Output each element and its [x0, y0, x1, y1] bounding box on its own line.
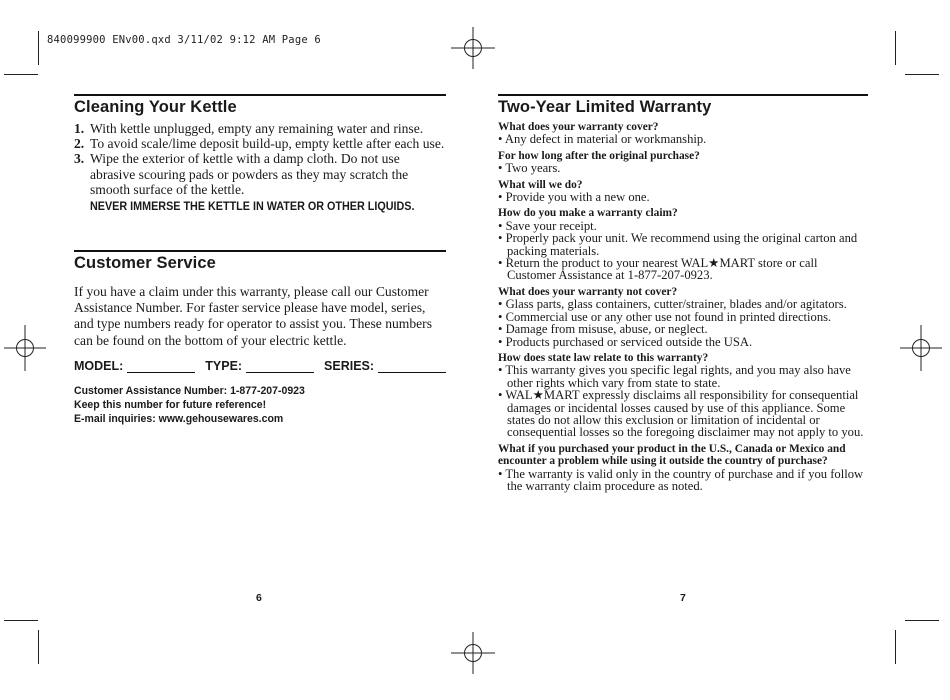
warranty-answer-list: [498, 298, 868, 348]
warranty-body: [498, 121, 868, 492]
warranty-question: What does your warranty not cover?: [498, 285, 678, 298]
warranty-answer-item: [498, 364, 868, 389]
warranty-answer-item: [498, 133, 868, 145]
warranty-question: How do you make a warranty claim?: [498, 207, 678, 220]
service-body: If you have a claim under this warranty, please call our Customer Assistance Number. For faster service please have model, series, and type numbers ready for operator to assist you. These numbers can be found on the bottom of your electric kettle.: [74, 284, 433, 348]
warranty-answer-list: [498, 162, 868, 174]
registration-mark-top-icon: [447, 25, 499, 71]
type-blank: [246, 360, 314, 373]
bullet-icon: •: [498, 231, 506, 246]
cleaning-step: 3. Wipe the exterior of kettle with a damp cloth. Do not use abrasive scouring pads or powders as they may scratch the smooth surface of the kettle.: [74, 151, 409, 197]
warranty-answer-item: [498, 257, 868, 282]
page-number-left: 6: [256, 592, 262, 604]
series-blank: [378, 360, 446, 373]
cleaning-steps: [74, 121, 446, 197]
bullet-icon: •: [498, 466, 506, 481]
type-label: TYPE:: [205, 358, 243, 373]
bullet-icon: •: [498, 334, 506, 349]
warranty-answer-text: Provide you with a new one.: [505, 190, 650, 205]
warranty-answer-list: [498, 133, 868, 145]
warranty-answer-item: [498, 191, 868, 203]
immersion-warning: NEVER IMMERSE THE KETTLE IN WATER OR OTHER LIQUIDS.: [90, 200, 415, 214]
warranty-answer-text: Any defect in material or workmanship.: [504, 132, 707, 147]
warranty-answer-item: [498, 232, 868, 257]
warranty-question: What if you purchased your product in the U.S., Canada or Mexico and encounter a problem while using it outside the country of purchase?: [498, 442, 846, 468]
warranty-answer-text: Return the product to your nearest WAL★MART store or call Customer Assistance at 1-877-207-0923.: [505, 256, 818, 283]
print-slug: 840099900 ENv00.qxd 3/11/02 9:12 AM Page 6: [47, 34, 321, 46]
warranty-answer-text: Commercial use or any other use not found in printed directions.: [505, 309, 832, 324]
warranty-answer-list: [498, 364, 868, 438]
warranty-answer-list: [498, 468, 868, 493]
warranty-answer-text: This warranty gives you specific legal rights, and you may also have other rights which vary from state to state.: [505, 363, 851, 390]
warranty-answer-item: [498, 162, 868, 174]
cleaning-step: 1. With kettle unplugged, empty any remaining water and rinse.: [74, 121, 424, 136]
warranty-rule: [498, 94, 868, 96]
assist-number: Customer Assistance Number: 1-877-207-0923: [74, 384, 305, 397]
warranty-question: How does state law relate to this warranty?: [498, 351, 709, 364]
warranty-answer-list: [498, 220, 868, 282]
warranty-answer-item: [498, 468, 868, 493]
model-type-series-fields: [74, 359, 446, 373]
model-blank: [127, 360, 195, 373]
warranty-answer-text: Products purchased or serviced outside the USA.: [505, 334, 753, 349]
bullet-icon: •: [498, 190, 506, 205]
warranty-answer-text: Two years.: [505, 161, 561, 176]
warranty-answer-text: The warranty is valid only in the country of purchase and if you follow the warranty claim procedure as noted.: [505, 466, 864, 493]
registration-mark-left-icon: [2, 323, 48, 373]
warranty-answer-item: [498, 389, 868, 439]
series-label: SERIES:: [324, 358, 375, 373]
bullet-icon: •: [498, 256, 506, 271]
service-rule: [74, 250, 446, 252]
model-label: MODEL:: [74, 358, 124, 373]
cleaning-rule: [74, 94, 446, 96]
bullet-icon: •: [498, 132, 505, 147]
keep-note: Keep this number for future reference!: [74, 398, 267, 411]
service-title: Customer Service: [74, 254, 216, 273]
warranty-answer-text: WAL★MART expressly disclaims all responsibility for consequential damages or incidental losses caused by use of this appliance. Some states do not allow this exclusion or limitation of incidental or consequential losses so the foregoing disclaimer may not apply to you.: [505, 388, 864, 440]
registration-mark-bottom-icon: [447, 630, 499, 676]
contact-info: [74, 384, 420, 426]
right-page: [498, 94, 868, 492]
warranty-answer-item: [498, 336, 868, 348]
warranty-answer-text: Properly pack your unit. We recommend using the original carton and packing materials.: [505, 231, 858, 258]
bullet-icon: •: [498, 322, 506, 337]
email-inquiries: E-mail inquiries: www.gehousewares.com: [74, 412, 284, 425]
cleaning-step: 2. To avoid scale/lime deposit build-up, empty kettle after each use.: [74, 136, 445, 152]
warranty-answer-text: Save your receipt.: [505, 218, 597, 233]
bullet-icon: •: [498, 297, 506, 312]
left-page: [74, 94, 446, 426]
warranty-question: What will we do?: [498, 178, 583, 191]
bullet-icon: •: [498, 309, 506, 324]
bullet-icon: •: [498, 388, 506, 403]
bullet-icon: •: [498, 363, 506, 378]
cleaning-title: Cleaning Your Kettle: [74, 98, 237, 116]
registration-mark-right-icon: [898, 323, 944, 373]
warranty-title: Two-Year Limited Warranty: [498, 98, 712, 116]
warranty-answer-text: Glass parts, glass containers, cutter/strainer, blades and/or agitators.: [505, 297, 847, 312]
page-number-right: 7: [680, 592, 686, 604]
warranty-question: What does your warranty cover?: [498, 121, 659, 133]
warranty-answer-text: Damage from misuse, abuse, or neglect.: [505, 322, 708, 337]
warranty-answer-list: [498, 191, 868, 203]
bullet-icon: •: [498, 218, 506, 233]
bullet-icon: •: [498, 161, 506, 176]
warranty-question: For how long after the original purchase?: [498, 149, 700, 162]
